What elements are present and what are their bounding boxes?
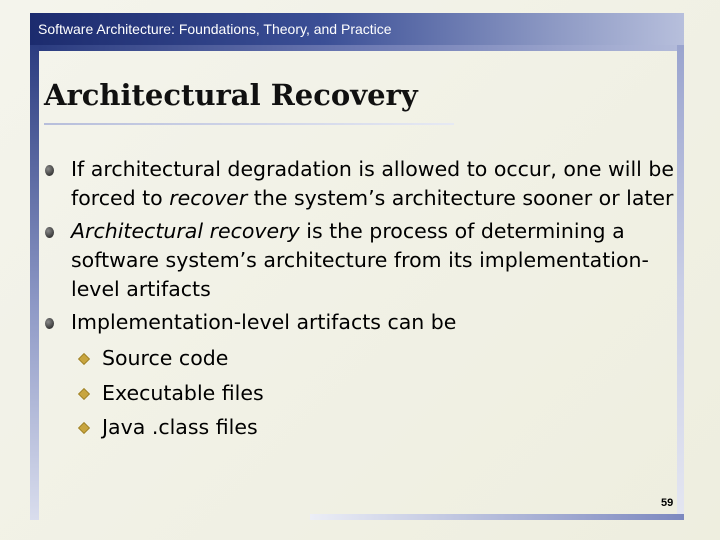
sub-bullet-text: Java .class files — [102, 415, 258, 439]
diamond-icon — [78, 387, 90, 399]
frame-left-border — [30, 45, 39, 520]
bullet-text: If architectural degradation is allowed to occur, one will be forced to — [71, 157, 675, 210]
bullet-item — [44, 155, 674, 213]
diamond-icon — [78, 422, 90, 434]
title-underline — [44, 123, 454, 125]
bullet-list — [44, 155, 674, 445]
frame-bottom-border — [310, 514, 684, 520]
sub-bullet-list — [44, 341, 674, 445]
page-number: 59 — [661, 497, 674, 509]
frame-right-border — [677, 45, 684, 520]
bullet-emphasis: recover — [169, 186, 248, 210]
sub-bullet-item — [44, 410, 674, 445]
bullet-emphasis: Architectural recovery — [71, 219, 300, 243]
sub-bullet-text: Source code — [102, 346, 229, 370]
sub-bullet-item — [44, 376, 674, 411]
sub-bullet-text: Executable files — [102, 380, 264, 405]
bullet-icon — [45, 165, 54, 176]
bullet-text: Implementation-level artifacts can be — [71, 310, 457, 334]
diamond-icon — [78, 353, 90, 365]
frame-top-border — [39, 45, 677, 51]
header-bar — [30, 13, 684, 45]
bullet-icon — [45, 227, 54, 238]
bullet-item — [44, 308, 674, 337]
bullet-text: the system’s architecture sooner or later — [247, 186, 674, 210]
bullet-item — [44, 217, 674, 304]
bullet-icon — [45, 318, 54, 329]
header-title: Software Architecture: Foundations, Theory, and Practice — [38, 21, 392, 37]
slide-title: Architectural Recovery — [44, 78, 418, 112]
bullet-text: is the process of determining a software system’s architecture from its implementation-level artifacts — [71, 219, 649, 301]
sub-bullet-item — [44, 341, 674, 376]
